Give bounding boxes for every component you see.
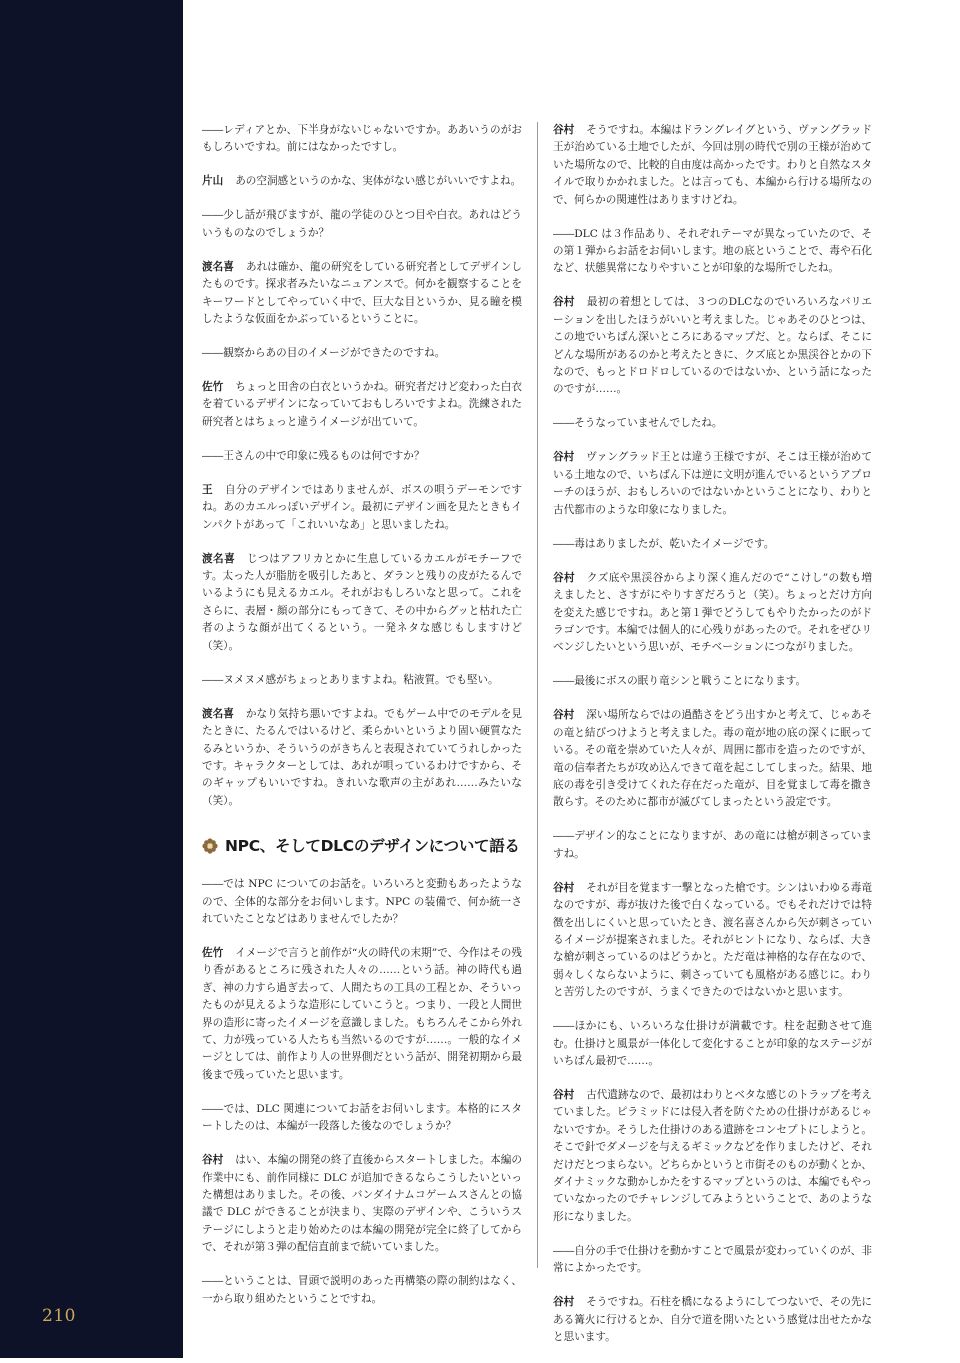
paragraph-text: 最初の着想としては、３つのDLCなのでいろいろなバリエーションを出したほうがいいと考えました。じゃあそのひとつは、この地でいちばん深いところにあるマップだ、と。ならば、そこにどんな場所があるのかと考えたときに、クズ底とか黒渓谷とかの下なので、もっとドロドロしているのではないか、という話になったのですが……。 bbox=[553, 296, 873, 396]
speaker-name: 谷村 bbox=[202, 1154, 224, 1167]
section-title: NPC、そしてDLCのデザインについて語る bbox=[225, 837, 520, 856]
answer-paragraph bbox=[202, 173, 522, 190]
paragraph-text: はい、本編の開発の終了直後からスタートしました。本編の作業中にも、前作同様に DLC が追加できるならこうしたいといった構想はありました。その後、バンダイナムコゲームスさんとの協議で DLC ができることが決まり、実際のデザインや、こういうステージにしようと走り始めたのは本編の開発が完全に終了してからで、それが第３弾の配信直前まで続いていました。 bbox=[202, 1154, 523, 1254]
paragraph-text: ――DLC は３作品あり、それぞれテーマが異なっていたので、その第１弾からお話をお伺いします。地の底ということで、毒や石化など、状態異常になりやすいことが印象的な場所でしたね。 bbox=[553, 227, 872, 275]
answer-paragraph bbox=[202, 551, 522, 655]
paragraph-text: ――そうなっていませんでしたね。 bbox=[553, 417, 723, 430]
question-paragraph bbox=[553, 673, 872, 690]
paragraph-text: ――では NPC についてのお話を。いろいろと変動もあったようなので、全体的な部分をお伺いします。NPC の装備で、何か統一されていたことなどはありませんでしたか？ bbox=[202, 878, 522, 925]
left-column bbox=[202, 122, 522, 1325]
question-paragraph bbox=[202, 1101, 522, 1136]
paragraph-text: ――最後にボスの眠り竜シンと戦うことになります。 bbox=[553, 675, 807, 688]
answer-paragraph bbox=[202, 945, 522, 1084]
answer-paragraph bbox=[553, 294, 872, 398]
right-column bbox=[553, 122, 872, 1363]
answer-paragraph bbox=[202, 379, 522, 431]
question-paragraph bbox=[553, 226, 872, 278]
speaker-name: 谷村 bbox=[553, 881, 575, 894]
paragraph-text: ――ほかにも、いろいろな仕掛けが満載です。柱を起動させて進む。仕掛けと風景が一体化して変化することが印象的なステージがいちばん最初で……。 bbox=[553, 1020, 872, 1067]
paragraph-text: クズ底や黒渓谷からより深く進んだので“こけし”の数も増えましたと、さすがにやりすぎだろうと（笑）。ちょっとだけ方向を変えた感じですね。あと第１弾でどうしてもやりたかったのがドラゴンです。本編では個人的に心残りがあったので。それをぜひリベンジしたいという思いが、モチベーションにつながりました。 bbox=[553, 571, 872, 654]
paragraph-text: 自分のデザインではありませんが、ボスの唄うデーモンですね。あのカエルっぽいデザイン。最初にデザイン画を見たときもインパクトがあって「これいいなあ」と思いましたね。 bbox=[202, 483, 522, 531]
page-number: 210 bbox=[42, 1306, 76, 1326]
question-paragraph bbox=[202, 1273, 522, 1308]
section-heading bbox=[202, 836, 522, 856]
paragraph-text: それが目を覚ます一撃となった槍です。シンはいわゆる毒竜なのですが、毒が抜けた後で白くなっている。でもそれだけでは特徴を出しにくいと思っていたとき、渡名喜さんから矢が刺さっているイメージが提案されました。それがヒントになり、ならば、大きな槍が刺さっているのはどうかと。ただ竜は神格的な存在なので、弱々しくならないように、刺さっていても風格がある感じに。わりと苦労したのですが、うまくできたのではないかと思います。 bbox=[553, 881, 873, 999]
sidebar-band bbox=[0, 0, 183, 1358]
paragraph-text: ――観察からあの目のイメージができたのですね。 bbox=[202, 347, 446, 360]
answer-paragraph bbox=[553, 122, 872, 209]
question-paragraph bbox=[553, 1243, 872, 1278]
answer-paragraph bbox=[202, 1152, 522, 1256]
speaker-name: 谷村 bbox=[553, 709, 575, 722]
question-paragraph bbox=[553, 536, 872, 553]
left-paragraphs-after bbox=[202, 876, 522, 1308]
paragraph-text: あの空洞感というのかな、実体がない感じがいいですよね。 bbox=[235, 175, 522, 188]
paragraph-text: イメージで言うと前作が“火の時代の末期”で、今作はその残り香があるところに残された人々の……という話。神の時代も過ぎ、神の力すら過ぎ去って、人間たちの工具の工程とか、そういったものが見えるような造形にしていこうと。つまり、一段と人間世界の造形に寄ったイメージを意識しました。もちろんそこから外れて、力が残っている人たちも当然いるのですが……。一般的なイメージとしては、前作より人の世界側だという話が、開発初期から最後まで残っていたと思います。 bbox=[202, 946, 522, 1081]
speaker-name: 渡名喜 bbox=[202, 552, 236, 565]
answer-paragraph bbox=[553, 1087, 872, 1226]
speaker-name: 王 bbox=[202, 483, 214, 496]
answer-paragraph bbox=[202, 706, 522, 810]
answer-paragraph bbox=[553, 449, 872, 519]
speaker-name: 渡名喜 bbox=[202, 260, 234, 273]
paragraph-text: ――王さんの中で印象に残るものは何ですか？ bbox=[202, 449, 425, 462]
speaker-name: 谷村 bbox=[553, 124, 575, 136]
answer-paragraph bbox=[553, 1294, 872, 1346]
paragraph-text: 深い場所ならではの過酷さをどう出すかと考えて、じゃあその竜と結びつけようと考えました。毒の竜が地の底の深くに眠っている。その竜を崇めていた人々が、周囲に都市を造ったのですが、竜の信奉者たちが攻め込んできて竜を起こしてしまった。結果、地底の毒を引き受けてくれた存在だった竜が、目を覚まして毒を撒き散らす。そのために都市が滅びてしまったという設定です。 bbox=[553, 709, 873, 809]
paragraph-text: かなり気持ち悪いですよね。でもゲーム中でのモデルを見たときに、たるんではいるけど、柔らかいというより固い硬質なたるみというか、そういうのがきちんと表現されていてうれしかったです。キャラクターとしては、あれが唄っているわけですから、そのギャップもいいですね。きれいな歌声の主があれ……みたいな（笑）。 bbox=[202, 707, 522, 807]
speaker-name: 谷村 bbox=[553, 1296, 575, 1309]
paragraph-text: ――少し話が飛びますが、龍の学徒のひとつ目や白衣。あれはどういうものなのでしょうか？ bbox=[202, 209, 522, 239]
speaker-name: 谷村 bbox=[553, 451, 575, 464]
answer-paragraph bbox=[553, 707, 872, 811]
question-paragraph bbox=[202, 122, 522, 157]
speaker-name: 片山 bbox=[202, 175, 224, 188]
question-paragraph bbox=[553, 1018, 872, 1070]
speaker-name: 佐竹 bbox=[202, 946, 224, 959]
speaker-name: 谷村 bbox=[553, 296, 575, 309]
paragraph-text: ――毒はありましたが、乾いたイメージです。 bbox=[553, 537, 775, 550]
paragraph-text: ――ヌメヌメ感がちょっとありますよね。粘液質。でも堅い。 bbox=[202, 673, 499, 686]
paragraph-text: 古代遺跡なので、最初はわりとベタな感じのトラップを考えていました。ピラミッドには侵入者を防ぐための仕掛けがあるじゃないですか。そうした仕掛けのある遺跡をコンセプトにしようと。そこで針でダメージを与えるギミックなどを作りましたけど、それだけだとつまらない。どちらかというと市街そのものが動くとか、ダイナミックな動かしかたをするマップというのは、本編でもやっていなかったのでチャレンジしてみようということで、あのような形になりました。 bbox=[553, 1089, 872, 1223]
speaker-name: 佐竹 bbox=[202, 381, 224, 394]
paragraph-text: じつはアフリカとかに生息しているカエルがモチーフです。太った人が脂肪を吸引したあと、ダランと残りの皮がたるんでいるようにも見えるカエル。それがおもしろいなと思って。これをさらに、表層・顔の部分にもってきて、その中からグッと枯れた亡者のような顔が出てくるという。一発ネタな感じもしますけど（笑）。 bbox=[202, 552, 523, 652]
flower-icon bbox=[202, 838, 218, 854]
answer-paragraph bbox=[202, 482, 522, 534]
speaker-name: 渡名喜 bbox=[202, 707, 234, 720]
left-paragraphs bbox=[202, 122, 522, 810]
answer-paragraph bbox=[553, 570, 872, 657]
paragraph-text: ――デザイン的なことになりますが、あの竜には槍が刺さっていますね。 bbox=[553, 830, 872, 860]
paragraph-text: そうですね。本編はドラングレイグという、ヴァングラッド王が治めている土地でしたが、今回は別の時代で別の王様が治めていた場所なので、比較的自由度は高かったです。わりと自然なスタイルで取りかかれました。とは言っても、本編から行ける場所なので、何らかの関連性はありますけどね。 bbox=[553, 124, 872, 206]
question-paragraph bbox=[202, 876, 522, 928]
paragraph-text: ――では、DLC 関連についてお話をお伺いします。本格的にスタートしたのは、本編が一段落した後なのでしょうか？ bbox=[202, 1102, 522, 1133]
speaker-name: 谷村 bbox=[553, 1089, 575, 1101]
speaker-name: 谷村 bbox=[553, 571, 575, 584]
paragraph-text: あれは確か、龍の研究をしている研究者としてデザインしたものです。探求者みたいなニュアンスで。何かを観察することをキーワードとしてやっていく中で、巨大な目というか、見る瞳を模したような仮面をかぶっているということに。 bbox=[202, 260, 522, 326]
question-paragraph bbox=[553, 415, 872, 432]
answer-paragraph bbox=[553, 880, 872, 1002]
question-paragraph bbox=[202, 345, 522, 362]
question-paragraph bbox=[202, 448, 522, 465]
paragraph-text: ――レディアとか、下半身がないじゃないですか。ああいうのがおもしろいですね。前にはなかったですし。 bbox=[202, 124, 522, 154]
paragraph-text: ――ということは、冒頭で説明のあった再構築の際の制約はなく、一から取り組めたということですね。 bbox=[202, 1275, 522, 1305]
paragraph-text: そうですね。石柱を橋になるようにしてつないで、その先にある篝火に行けるとか、自分で道を開いたという感覚は出せたかなと思います。 bbox=[553, 1296, 873, 1344]
paragraph-text: ――自分の手で仕掛けを動かすことで風景が変わっていくのが、非常によかったです。 bbox=[553, 1244, 872, 1275]
question-paragraph bbox=[202, 207, 522, 242]
column-divider bbox=[537, 122, 538, 1268]
question-paragraph bbox=[202, 672, 522, 689]
paragraph-text: ヴァングラッド王とは違う王様ですが、そこは王様が治めている土地なので、いちばん下は逆に文明が進んでいるというアプローチのほうが、おもしろいのではないかということになり、わりと古代都市のような印象になりました。 bbox=[553, 451, 873, 516]
answer-paragraph bbox=[202, 259, 522, 329]
question-paragraph bbox=[553, 828, 872, 863]
paragraph-text: ちょっと田舎の白衣というかね。研究者だけど変わった白衣を着ているデザインになっていておもしろいですよね。洗練された研究者とはちょっと違うイメージが出ていて。 bbox=[202, 381, 522, 428]
